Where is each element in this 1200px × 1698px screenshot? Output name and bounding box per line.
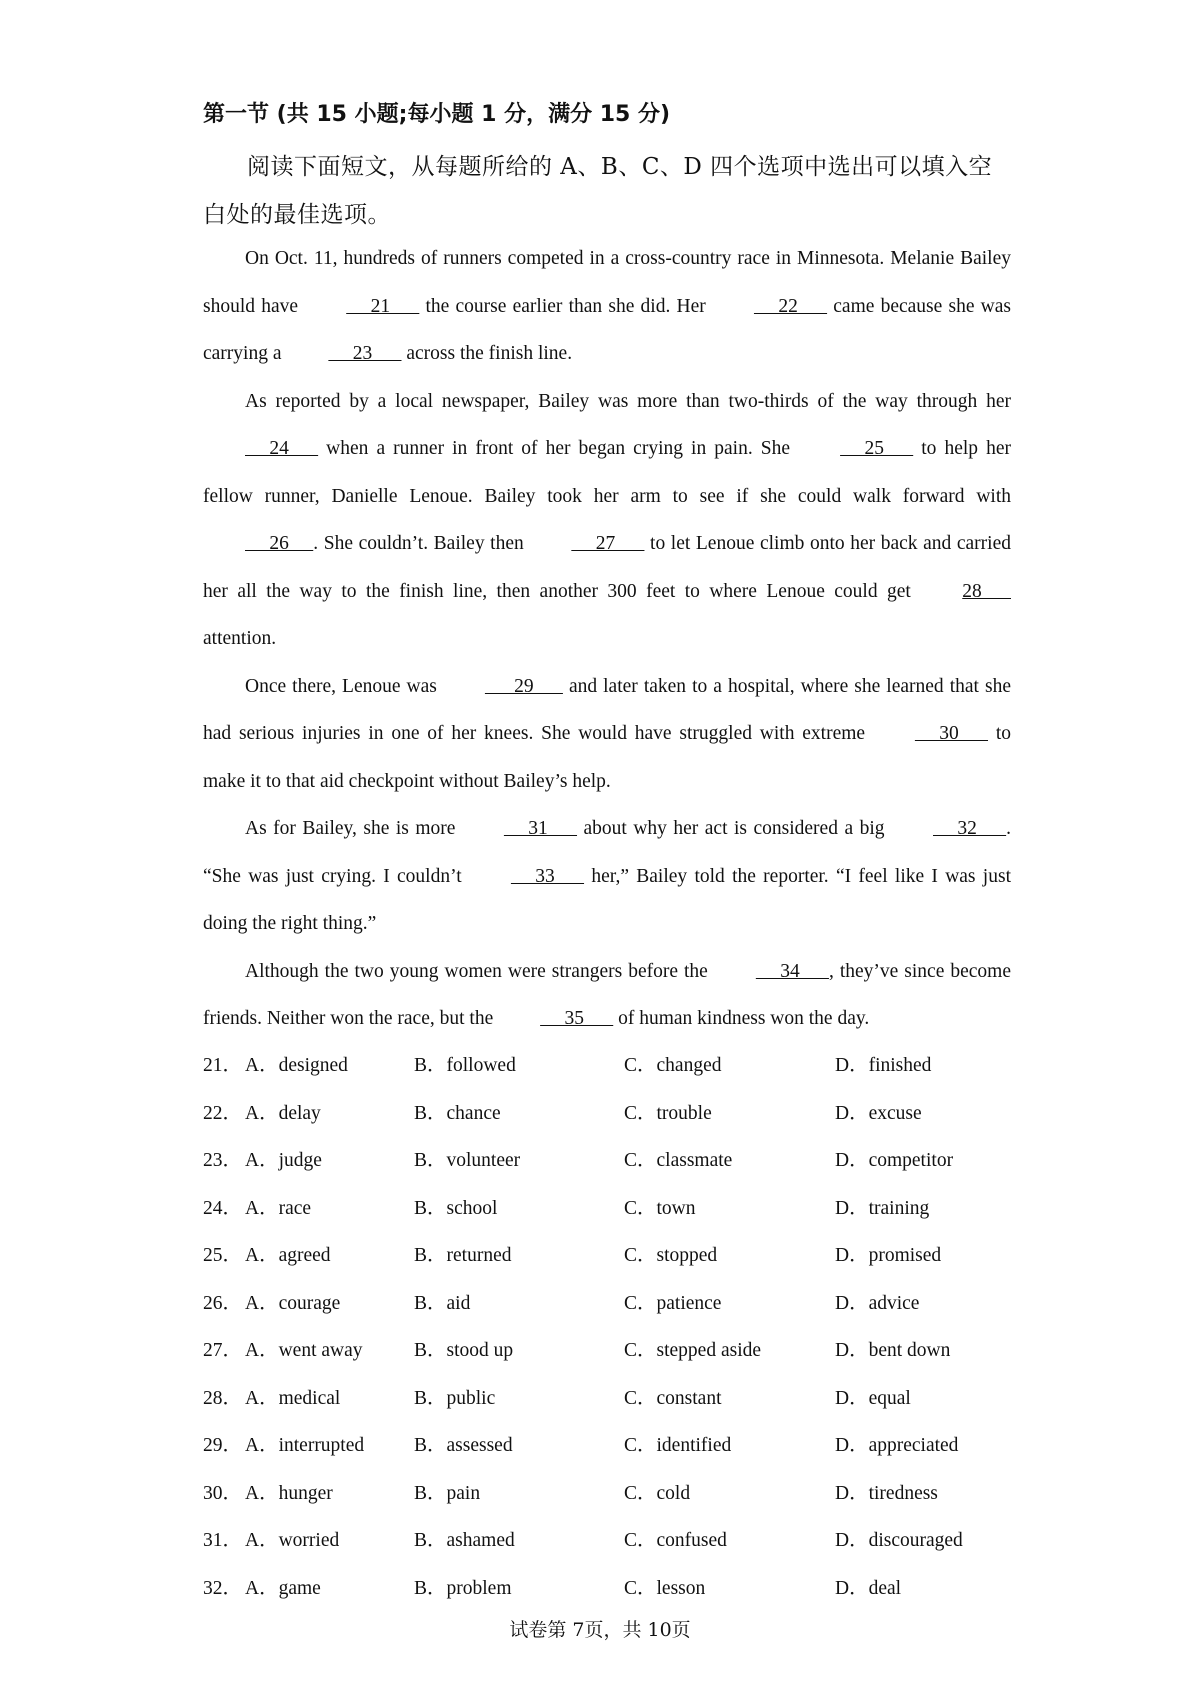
option-c: C．confused (624, 1530, 727, 1551)
option-b: B．chance (414, 1102, 501, 1124)
passage-text: As for Bailey, she is more (245, 818, 462, 839)
blank-29: 29 (484, 675, 563, 697)
passage-text: . “She was just crying. I couldn’t (203, 818, 1011, 887)
option-b: B．problem (414, 1577, 512, 1599)
question-row (203, 1090, 1003, 1138)
passage-text: and later taken to a hospital, where she learned that she had serious injuries in one of her knees. She would have struggled with extreme (203, 675, 1011, 744)
answer-options (203, 1042, 1003, 1612)
option-d: D．excuse (835, 1102, 922, 1124)
question-row (203, 1470, 1003, 1518)
option-b: B．school (414, 1197, 498, 1219)
option-d: D．discouraged (835, 1530, 963, 1551)
question-row (203, 1565, 1003, 1613)
option-c: C．stopped (624, 1245, 718, 1266)
question-number: 29． (203, 1435, 243, 1456)
option-c: C．cold (624, 1482, 691, 1504)
passage-text: her,” Bailey told the reporter. “I feel like I was just doing the right thing.” (203, 865, 1011, 934)
option-c: C．trouble (624, 1102, 712, 1124)
option-d: D．promised (835, 1245, 942, 1266)
blank-35: 35 (540, 1008, 614, 1029)
option-b: B．stood up (414, 1340, 514, 1361)
cloze-passage (203, 235, 1011, 1043)
passage-text: Once there, Lenoue was (245, 675, 443, 697)
question-number: 30． (203, 1482, 243, 1504)
blank-30: 30 (914, 723, 989, 744)
question-number: 22． (203, 1102, 243, 1124)
option-b: B．aid (414, 1292, 471, 1314)
passage-text: to make it to that aid checkpoint without Bailey’s help. (203, 723, 1011, 792)
option-d: D．tiredness (835, 1482, 938, 1504)
option-d: D．training (835, 1197, 930, 1219)
passage-paragraph-5 (203, 948, 1011, 1043)
question-number: 24． (203, 1197, 243, 1219)
blank-27: 27 (571, 533, 645, 554)
option-d: D．bent down (835, 1340, 951, 1361)
passage-paragraph-4 (203, 805, 1011, 948)
option-d: D．competitor (835, 1150, 954, 1171)
passage-paragraph-1 (203, 235, 1011, 378)
option-b: B．assessed (414, 1435, 513, 1456)
option-c: C．classmate (624, 1150, 733, 1171)
passage-paragraph-3 (203, 663, 1011, 806)
option-b: B．followed (414, 1055, 516, 1076)
passage-paragraph-2 (203, 378, 1011, 663)
question-row (203, 1422, 1003, 1470)
blank-23: 23 (328, 343, 402, 364)
question-row (203, 1280, 1003, 1328)
option-a: A．hunger (245, 1482, 333, 1504)
blank-22: 22 (753, 295, 828, 317)
option-d: D．deal (835, 1577, 902, 1599)
option-a: A．courage (245, 1292, 341, 1314)
question-number: 23． (203, 1150, 243, 1171)
blank-26: 26 (245, 533, 314, 554)
question-number: 28． (203, 1387, 243, 1409)
passage-text: when a runner in front of her began crying in pain. She (318, 438, 799, 459)
passage-text: As reported by a local newspaper, Bailey was more than two-thirds of the way through her (245, 390, 1011, 412)
passage-text: across the finish line. (401, 343, 573, 364)
passage-text: came because she was carrying a (203, 295, 1011, 364)
option-a: A．went away (245, 1340, 363, 1361)
option-c: C．lesson (624, 1577, 706, 1599)
question-number: 26． (203, 1292, 243, 1314)
blank-24: 24 (245, 438, 319, 459)
option-c: C．town (624, 1197, 696, 1219)
option-b: B．pain (414, 1482, 481, 1504)
blank-34: 34 (755, 960, 829, 982)
page-footer: 试卷第 7页，共 10页 (509, 1619, 691, 1641)
blank-33: 33 (510, 865, 585, 887)
question-number: 25． (203, 1245, 243, 1266)
option-b: B．returned (414, 1245, 512, 1266)
question-row (203, 1185, 1003, 1233)
question-row (203, 1517, 1003, 1565)
passage-text: about why her act is considered a big (577, 818, 891, 839)
option-a: A．medical (245, 1387, 341, 1409)
question-number: 27． (203, 1340, 243, 1361)
question-number: 32． (203, 1577, 243, 1599)
option-b: B．public (414, 1387, 496, 1409)
option-b: B．ashamed (414, 1530, 515, 1551)
option-c: C．stepped aside (624, 1340, 762, 1361)
blank-25: 25 (840, 438, 914, 459)
option-b: B．volunteer (414, 1150, 521, 1171)
passage-text: Although the two young women were strangers before the (245, 960, 714, 982)
passage-text: the course earlier than she did. Her (419, 295, 712, 317)
option-c: C．constant (624, 1387, 722, 1409)
passage-text: to let Lenoue climb onto her back and carried her all the way to the finish line, then another 300 feet to where Lenoue could get (203, 533, 1011, 602)
passage-text: to help her fellow runner, Danielle Lenoue. Bailey took her arm to see if she could walk forward with (203, 438, 1012, 507)
option-d: D．finished (835, 1055, 932, 1076)
option-a: A．judge (245, 1150, 322, 1171)
question-number: 31． (203, 1530, 243, 1551)
option-a: A．agreed (245, 1245, 331, 1266)
option-a: A．worried (245, 1530, 340, 1551)
option-a: A．designed (245, 1055, 348, 1076)
question-row (203, 1375, 1003, 1423)
option-a: A．race (245, 1197, 312, 1219)
question-number: 21． (203, 1055, 243, 1076)
question-row (203, 1327, 1003, 1375)
passage-text: On Oct. 11, hundreds of runners competed in a cross-country race in Minnesota. Melanie Bailey should have (203, 248, 1011, 317)
question-row (203, 1137, 1003, 1185)
option-a: A．delay (245, 1102, 321, 1124)
option-a: A．interrupted (245, 1435, 365, 1456)
option-d: D．appreciated (835, 1435, 959, 1456)
blank-21: 21 (346, 295, 420, 317)
passage-text: of human kindness won the day. (613, 1008, 870, 1029)
option-c: C．patience (624, 1292, 722, 1314)
question-row (203, 1232, 1003, 1280)
passage-text: . She couldn’t. Bailey then (313, 533, 530, 554)
option-d: D．equal (835, 1387, 911, 1409)
blank-31: 31 (503, 818, 578, 839)
blank-32: 32 (933, 818, 1007, 839)
option-d: D．advice (835, 1292, 920, 1314)
question-row (203, 1042, 1003, 1090)
option-c: C．changed (624, 1055, 722, 1076)
passage-text: , they’ve since become friends. Neither won the race, but the (203, 960, 1012, 1029)
passage-text: attention. (203, 628, 277, 649)
option-a: A．game (245, 1577, 321, 1599)
blank-28: 28 (962, 580, 1011, 602)
option-c: C．identified (624, 1435, 732, 1456)
instruction-text: 阅读下面短文，从每题所给的 A、B、C、D 四个选项中选出可以填入空白处的最佳选项。 (203, 154, 993, 228)
section-title: 第一节 (共 15 小题;每小题 1 分，满分 15 分) (203, 102, 671, 127)
